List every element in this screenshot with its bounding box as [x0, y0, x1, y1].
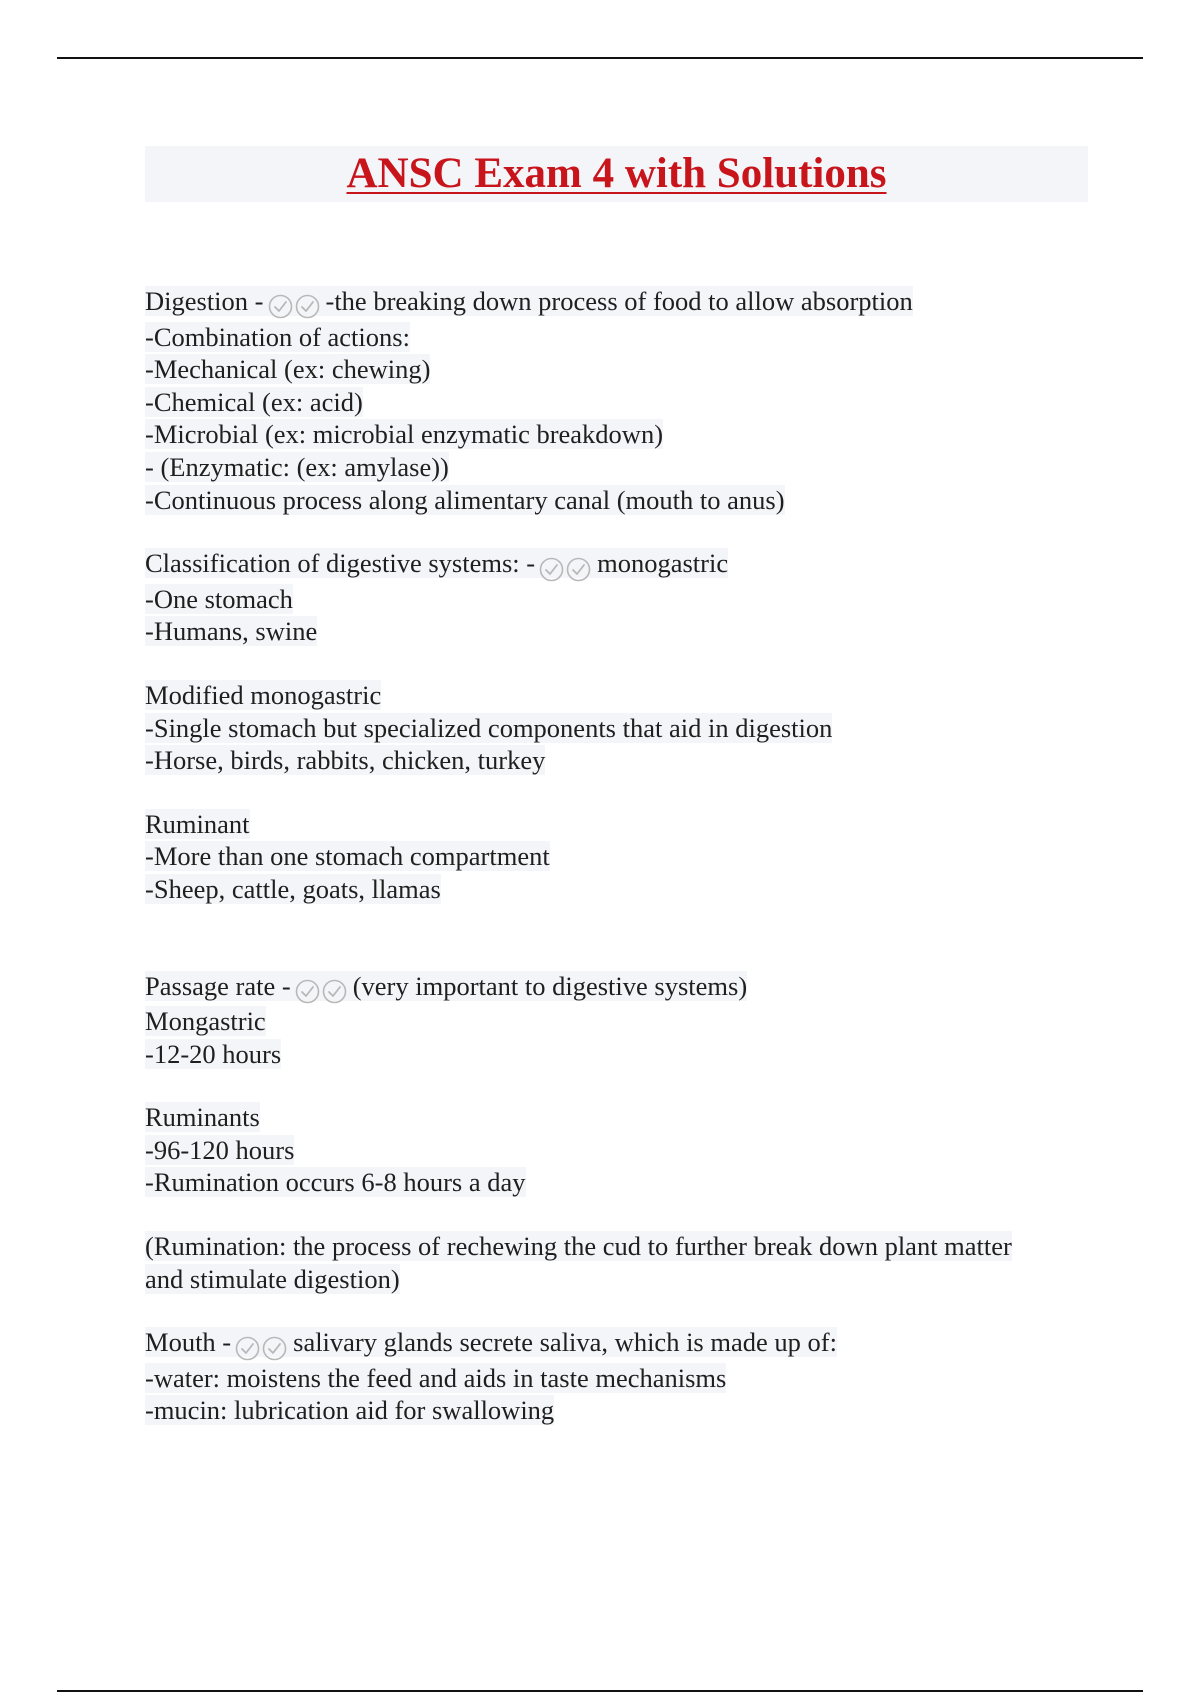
section-rumination-note [145, 1230, 1105, 1295]
body-line: - (Enzymatic: (ex: amylase)) [145, 451, 449, 482]
qa-answer: monogastric [597, 548, 729, 579]
qa-classification [145, 547, 1105, 648]
qa-term: Mouth - salivary glands secrete saliva, which is made up of: [145, 1327, 837, 1357]
section-ruminant [145, 808, 1105, 906]
body-line: -Single stomach but specialized components that aid in digestion [145, 712, 833, 743]
double-check-circle-icon [295, 973, 349, 1006]
body-line: -Mechanical (ex: chewing) [145, 354, 431, 385]
body-line: -Chemical (ex: acid) [145, 386, 363, 417]
body-line: -Horse, birds, rabbits, chicken, turkey [145, 745, 546, 776]
qa-answer: (very important to digestive systems) [352, 970, 748, 1001]
body-line: -More than one stomach compartment [145, 841, 550, 872]
body-line: -96-120 hours [145, 1134, 295, 1165]
body-line: Ruminants [145, 1102, 260, 1133]
body-line: -Humans, swine [145, 616, 318, 647]
body-line: and stimulate digestion) [145, 1263, 400, 1294]
double-check-circle-icon [539, 550, 593, 583]
section-modified-monogastric [145, 679, 1105, 777]
title-bar [145, 146, 1088, 202]
qa-answer: -the breaking down process of food to allow absorption [325, 286, 913, 316]
qa-mouth [145, 1326, 1105, 1427]
body-line: Modified monogastric [145, 679, 382, 710]
qa-digestion [145, 285, 1105, 516]
double-check-circle-icon [268, 288, 322, 321]
qa-term: Classification of digestive systems: - monogastric [145, 548, 728, 578]
section-ruminants [145, 1101, 1105, 1199]
body-line: -Rumination occurs 6-8 hours a day [145, 1167, 526, 1198]
qa-term: Passage rate - (very important to digestive systems) [145, 971, 747, 1001]
body-line: Ruminant [145, 808, 250, 839]
page-title: ANSC Exam 4 with Solutions [346, 150, 887, 197]
bottom-rule [57, 1690, 1143, 1692]
document-body [145, 285, 1105, 1427]
body-line: (Rumination: the process of rechewing the cud to further break down plant matter [145, 1231, 1012, 1262]
body-line: -Microbial (ex: microbial enzymatic breakdown) [145, 419, 664, 450]
qa-passage-rate [145, 970, 1105, 1071]
body-line: -One stomach [145, 583, 293, 614]
qa-answer: salivary glands secrete saliva, which is made up of: [293, 1327, 837, 1358]
body-line: Mongastric [145, 1006, 266, 1037]
body-line: -12-20 hours [145, 1038, 282, 1069]
double-check-circle-icon [235, 1329, 289, 1362]
body-line: -mucin: lubrication aid for swallowing [145, 1395, 555, 1426]
body-line: -water: moistens the feed and aids in taste mechanisms [145, 1362, 727, 1393]
body-line: -Continuous process along alimentary canal (mouth to anus) [145, 484, 785, 515]
body-line: -Combination of actions: [145, 321, 410, 352]
top-rule [57, 57, 1143, 59]
body-line: -Sheep, cattle, goats, llamas [145, 873, 441, 904]
qa-term: Digestion - -the breaking down process of food to allow absorption [145, 286, 913, 316]
